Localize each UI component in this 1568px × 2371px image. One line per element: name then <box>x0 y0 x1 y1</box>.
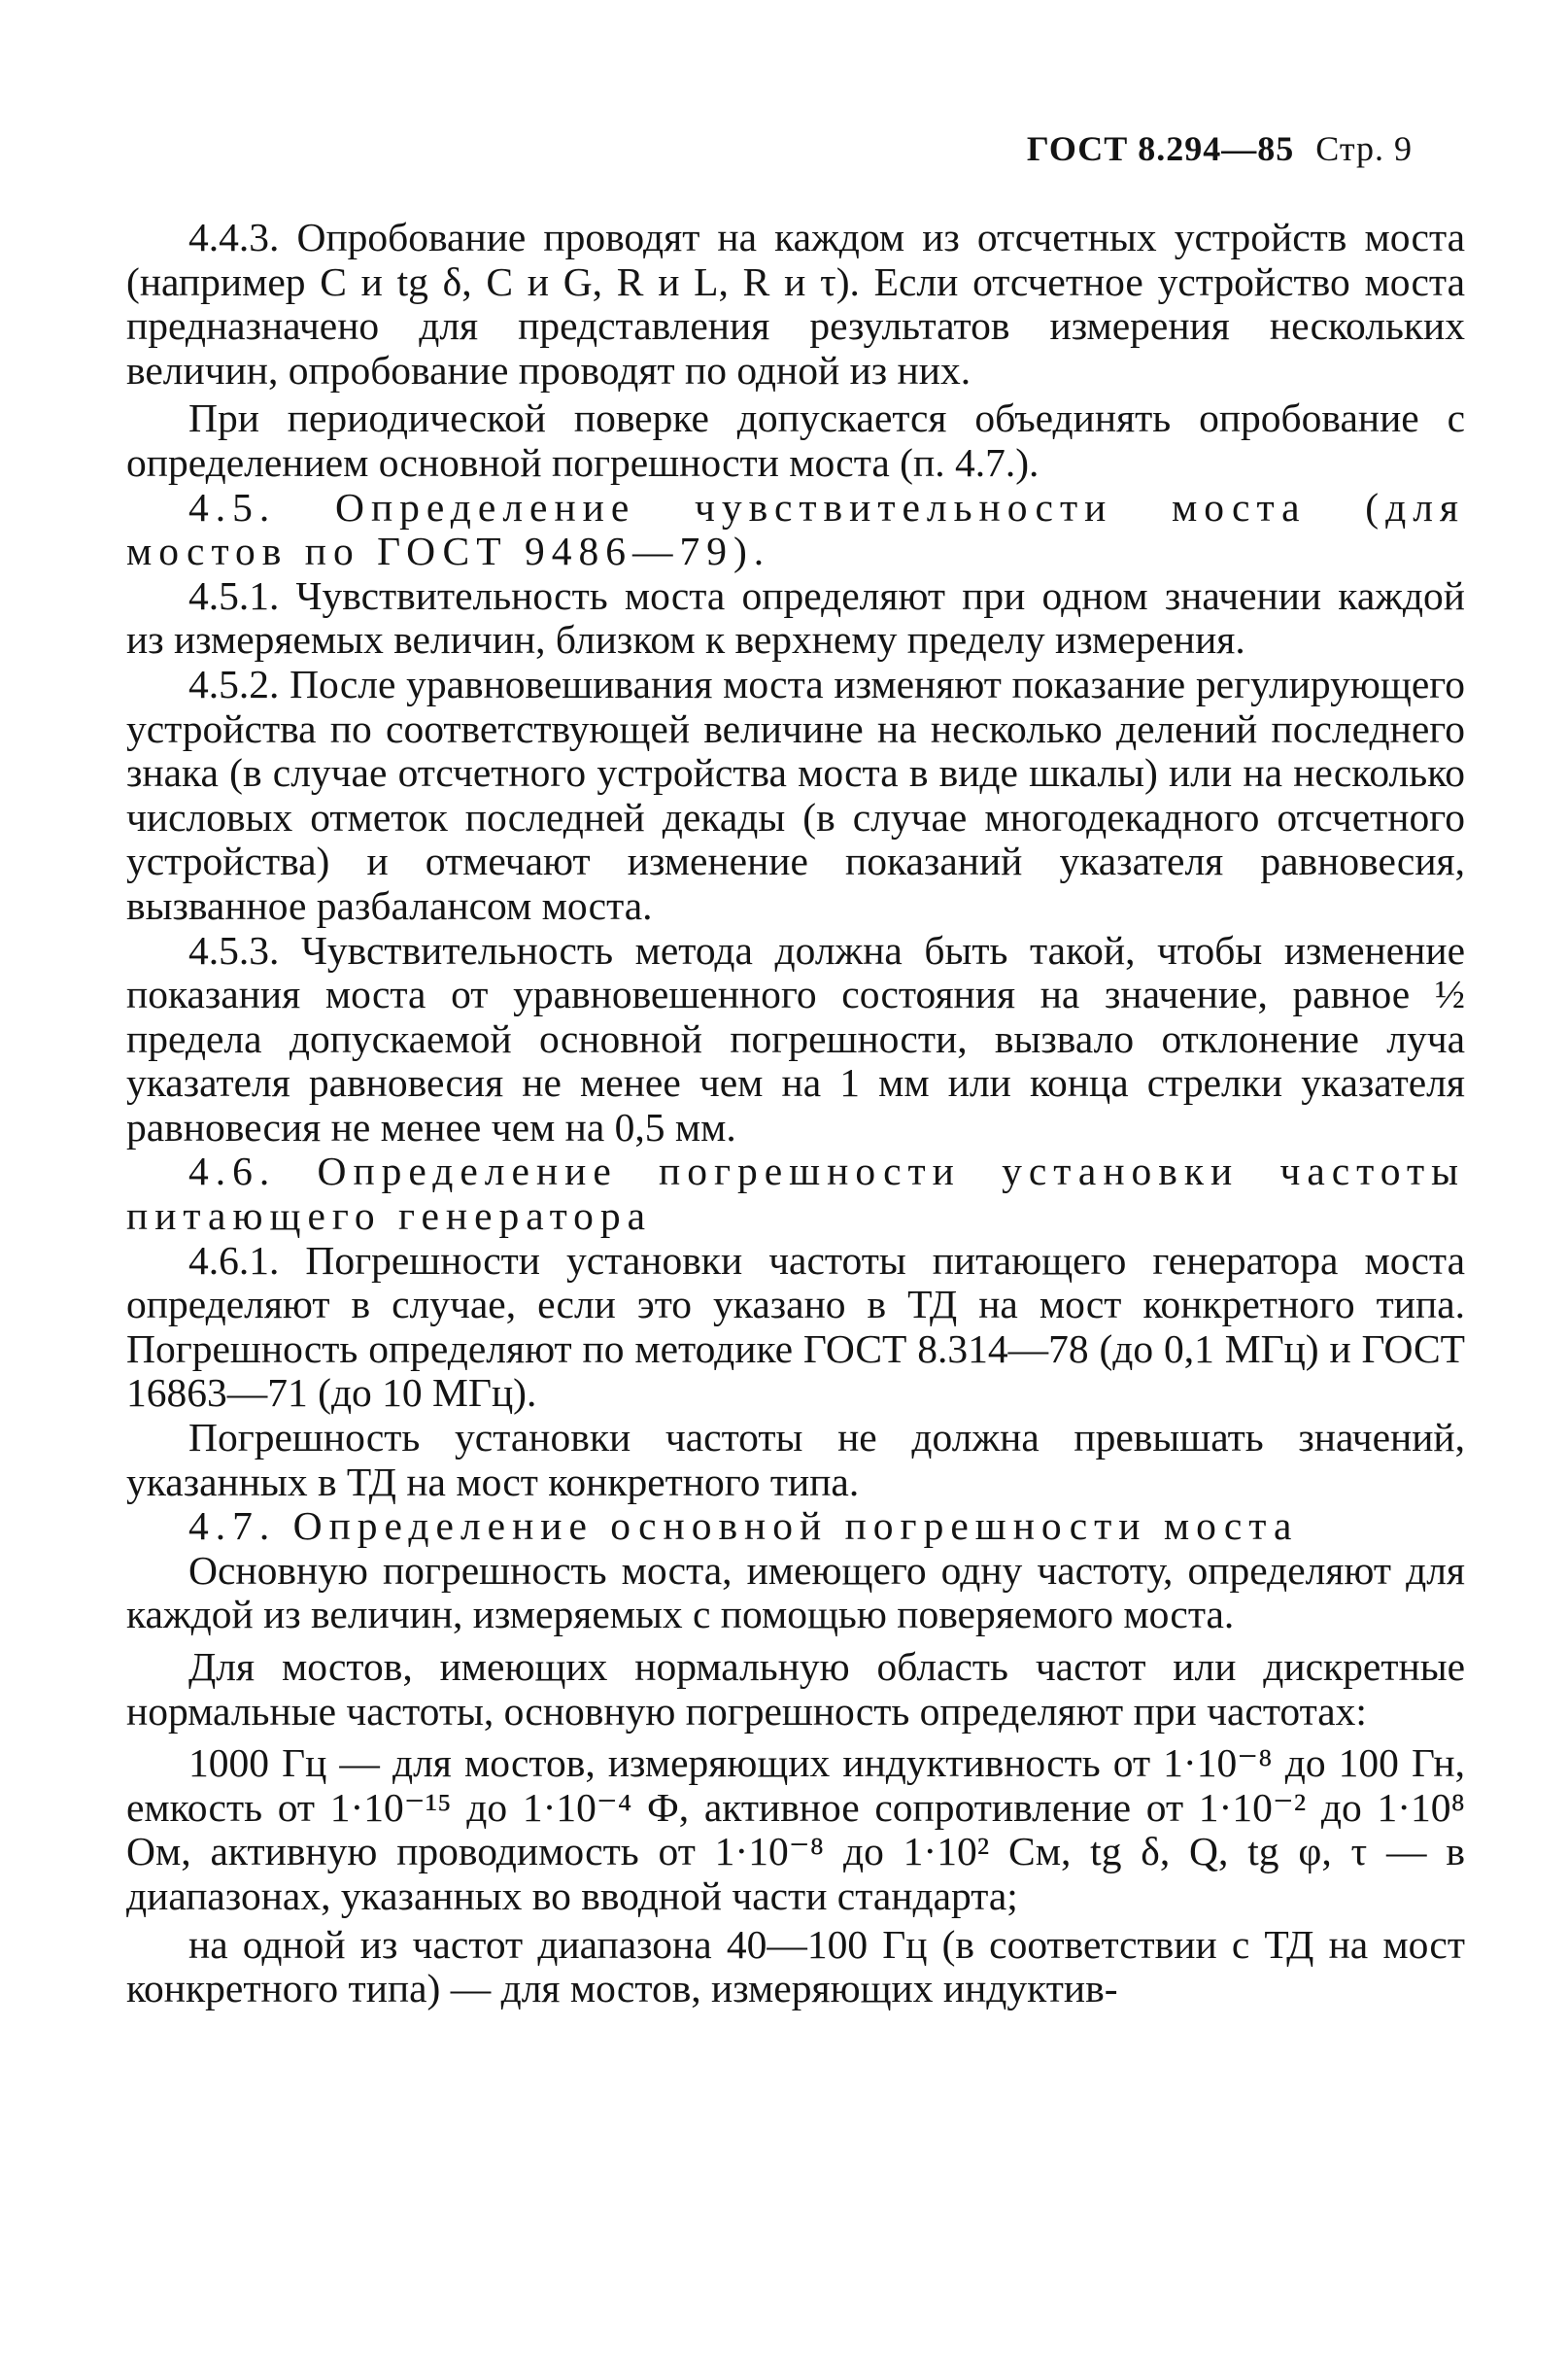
standard-number: ГОСТ 8.294—85 <box>1026 129 1295 168</box>
paragraph-frequency-range: Для мостов, имеющих нормальную область частот или дискретные нормальные частоты, основную погрешность определяют при частотах: <box>126 1644 1465 1734</box>
paragraph-40-100-hz: на одной из частот диапазона 40—100 Гц (в соответствии с ТД на мост конкретного типа) — для мостов, измеряющих индуктив- <box>126 1921 1465 2011</box>
page-header <box>1027 128 1413 169</box>
paragraph-basic-error: Основную погрешность моста, имеющего одну частоту, определяют для каждой из величин, измеряемых с помощью поверяемого моста. <box>126 1547 1465 1637</box>
paragraph-1000-hz: 1000 Гц — для мостов, измеряющих индуктивность от 1·10⁻⁸ до 100 Гн, емкость от 1·10⁻¹⁵ до 1·10⁻⁴ Ф, активное сопротивление от 1·10⁻² до 1·10⁸ Ом, активную проводимость от 1·10⁻⁸ до 1·10² См, tg δ, Q, tg φ, τ — в диапазонах, указанных во вводной части стандарта; <box>126 1740 1465 1918</box>
section-heading-4-7: 4.7. Определение основной погрешности моста <box>188 1503 1299 1549</box>
paragraph-frequency-error: Погрешность установки частоты не должна превышать значений, указанных в ТД на мост конкретного типа. <box>126 1415 1465 1504</box>
paragraph-4-4-3: 4.4.3. Опробование проводят на каждом из отсчетных устройств моста (например C и tg δ, C и G, R и L, R и τ). Если отсчетное устройство моста предназначено для представления результатов измерения нескольких величин, опробование проводят по одной из них. <box>126 215 1465 393</box>
document-body <box>126 216 1465 2011</box>
paragraph-4-6-1: 4.6.1. Погрешности установки частоты питающего генератора моста определяют в случае, если это указано в ТД на мост конкретного типа. Погрешность определяют по методике ГОСТ 8.314—78 (до 0,1 МГц) и ГОСТ 16863—71 (до 10 МГц). <box>126 1237 1465 1416</box>
paragraph-periodic-check: При периодической поверке допускается объединять опробование с определением основной погрешности моста (п. 4.7.). <box>126 395 1465 485</box>
page-number: Стр. 9 <box>1315 129 1413 168</box>
paragraph-4-5-3: 4.5.3. Чувствительность метода должна быть такой, чтобы изменение показания моста от уравновешенного состояния на значение, равное ½ предела допускаемой основной погрешности, вызвало отклонение луча указателя равновесия не менее чем на 1 мм или конца стрелки указателя равновесия не менее чем на 0,5 мм. <box>126 927 1465 1150</box>
section-heading-4-5: 4.5. Определение чувствительности моста (для мостов по ГОСТ 9486—79). <box>126 484 1465 574</box>
section-heading-4-6: 4.6. Определение погрешности установки частоты питающего генератора <box>126 1149 1465 1239</box>
paragraph-4-5-1: 4.5.1. Чувствительность моста определяют при одном значении каждой из измеряемых величин, близком к верхнему пределу измерения. <box>126 572 1465 663</box>
paragraph-4-5-2: 4.5.2. После уравновешивания моста изменяют показание регулирующего устройства по соответствующей величине на несколько делений последнего знака (в случае отсчетного устройства моста в виде шкалы) или на несколько числовых отметок последней декады (в случае многодекадного отсчетного устройства) и отмечают изменение показаний указателя равновесия, вызванное разбалансом моста. <box>126 661 1465 928</box>
